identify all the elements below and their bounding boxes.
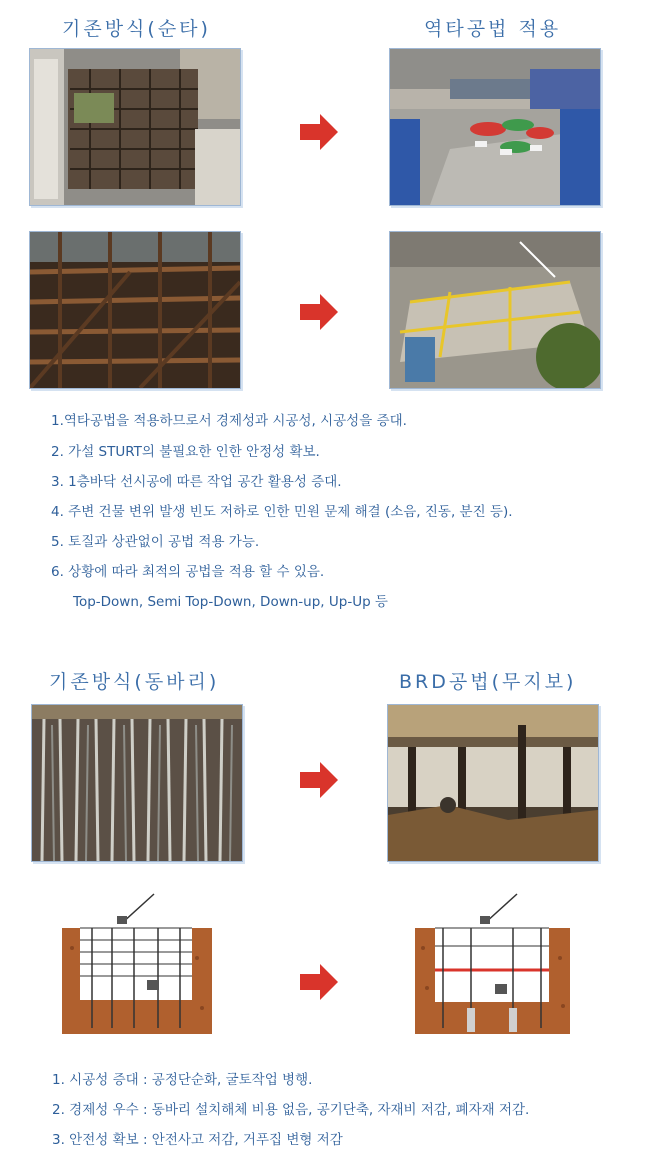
left-heading-1: 기존방식(순타) [62, 18, 211, 40]
arrow-right-icon [300, 962, 338, 1002]
methods-line: Top-Down, Semi Top-Down, Down-up, Up-Up 등 [73, 594, 388, 610]
list-item: 6. 상황에 따라 최적의 공법을 적용 할 수 있음. [51, 564, 325, 580]
right-heading-2: BRD공법(무지보) [399, 671, 577, 693]
list-item: 1.역타공법을 적용하므로서 경제성과 시공성, 시공성을 증대. [51, 413, 407, 429]
list-item: 3. 1층바닥 선시공에 따른 작업 공간 활용성 증대. [51, 474, 342, 490]
photo-conventional-site-aerial [29, 48, 241, 206]
list-item: 5. 토질과 상관없이 공법 적용 가능. [51, 534, 260, 550]
list-item: 1. 시공성 증대 : 공정단순화, 굴토작업 병행. [52, 1072, 313, 1088]
photo-topdown-excavation [389, 231, 601, 389]
arrow-right-icon [300, 760, 338, 800]
list-item: 3. 안전성 확보 : 안전사고 저감, 거푸집 변형 저감 [52, 1132, 343, 1148]
photo-topdown-deck-cafe [389, 48, 601, 206]
list-item: 2. 가설 STURT의 불필요한 인한 안정성 확보. [51, 444, 320, 460]
right-heading-1: 역타공법 적용 [424, 18, 562, 40]
arrow-right-icon [300, 112, 338, 152]
left-heading-2: 기존방식(동바리) [49, 671, 220, 693]
diagram-shoring-section [62, 888, 212, 1034]
diagram-brd-section [415, 888, 570, 1034]
list-item: 2. 경제성 우수 : 동바리 설치해체 비용 없음, 공기단축, 자재비 저감, 폐자재 저감. [52, 1102, 530, 1118]
photo-shoring-posts [31, 704, 243, 862]
list-item: 4. 주변 건물 변위 발생 빈도 저하로 인한 민원 문제 해결 (소음, 진동, 분진 등). [51, 504, 513, 520]
arrow-right-icon [300, 292, 338, 332]
photo-conventional-steel-struts [29, 231, 241, 389]
photo-brd-excavation [387, 704, 599, 862]
